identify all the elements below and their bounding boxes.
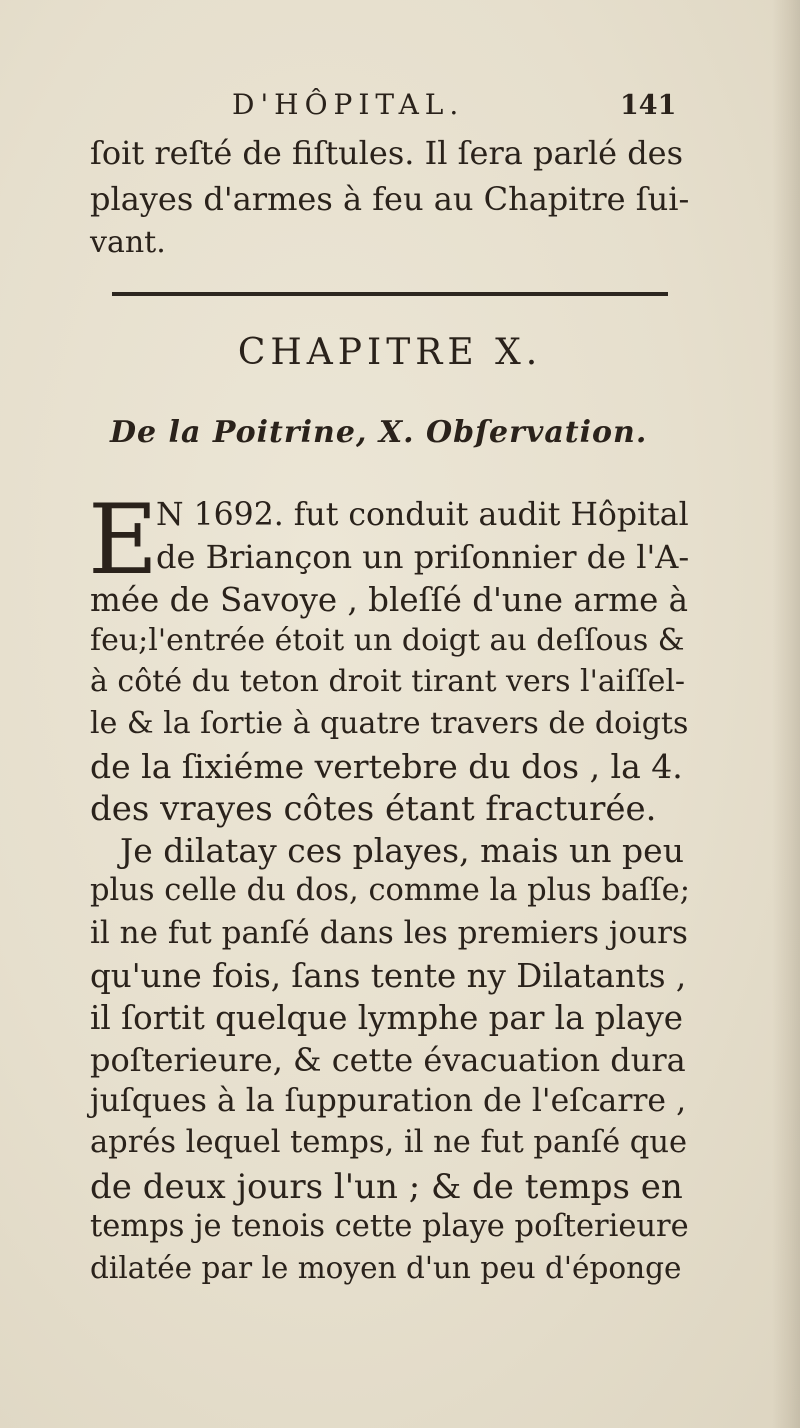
page-edge-shadow [772,0,800,1428]
body-line: à côté du teton droit tirant vers l'aiſſel- [90,664,686,699]
body-line: de deux jours l'un ; & de temps en [90,1167,683,1207]
body-line: juſques à la ſuppuration de l'eſcarre , [90,1083,687,1119]
body-line: dilatée par le moyen d'un peu d'éponge [90,1251,682,1285]
body-line: des vrayes côtes étant fracturée. [90,789,657,829]
running-head [0,88,800,128]
intro-line: vant. [90,225,166,260]
body-line: il ſortit quelque lymphe par la playe [90,999,683,1037]
body-line: poſterieure, & cette évacuation dura [90,1041,686,1079]
intro-line: ſoit reſté de fiſtules. Il ſera parlé des [90,134,684,172]
page-number: 141 [620,90,677,121]
body-line: temps je tenois cette playe poſterieure [90,1209,689,1244]
body-line: le & la ſortie à quatre travers de doigts [90,706,689,741]
body-line: mée de Savoye , bleſſé d'une arme à [90,581,689,619]
running-head-title: D'HÔPITAL. [232,88,465,121]
body-line: qu'une fois, ſans tente ny Dilatants , [90,957,687,995]
chapter-subtitle: De la Poitrine, X. Obſervation. [110,415,648,450]
body-line: de la ſixiéme vertebre du dos , la 4. [90,747,683,786]
body-line: il ne fut panſé dans les premiers jours [90,915,688,951]
section-rule [112,292,668,296]
body-line: aprés lequel temps, il ne fut panſé que [90,1125,688,1160]
body-line: feu;l'entrée étoit un doigt au deſſous & [90,623,685,658]
body-line: de Briançon un priſonnier de l'A- [156,538,690,576]
body-line: plus celle du dos, comme la plus baſſe; [90,873,690,908]
body-line: Je dilatay ces playes, mais un peu [120,831,684,870]
drop-cap: E [88,484,159,596]
body-line: N 1692. fut conduit audit Hôpital [156,497,689,533]
intro-line: playes d'armes à feu au Chapitre ſui- [90,180,690,218]
chapter-heading: CHAPITRE X. [237,332,543,373]
